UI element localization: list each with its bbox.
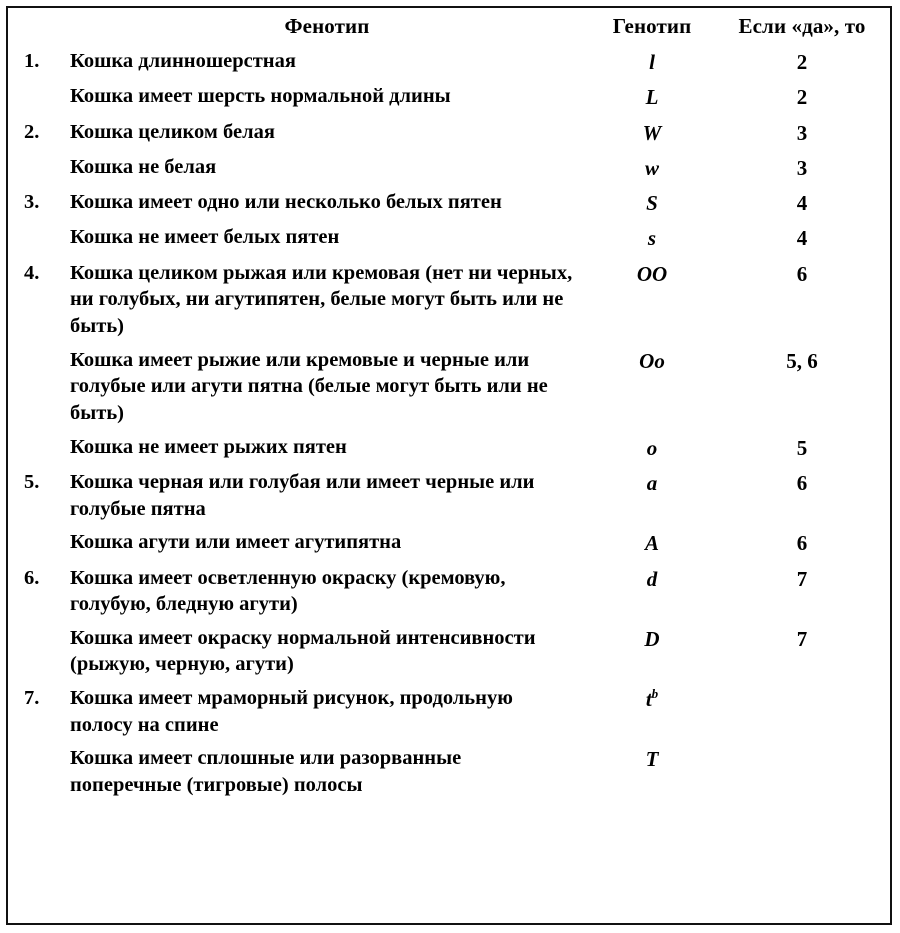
phenotype-cell: Кошка целиком рыжая или кремовая (нет ни черных, ни голубых, ни агутипятен, белые могут быть или не быть) [70, 261, 573, 338]
if-yes-cell: 4 [796, 191, 808, 216]
genotype-symbol: d [646, 566, 658, 591]
if-yes-cell: 7 [796, 566, 808, 591]
if-yes-cell: 2 [796, 85, 808, 110]
genotype-cell [582, 684, 722, 744]
genotype-symbol: S [646, 191, 658, 216]
row-number: 7. [24, 687, 40, 710]
table-row [16, 259, 882, 346]
genotype-superscript: b [651, 686, 659, 702]
if-yes-cell [722, 744, 882, 804]
phenotype-cell: Кошка имеет мраморный рисунок, продольную полосу на спине [70, 687, 513, 736]
genotype-cell [582, 188, 722, 223]
table-row [16, 153, 882, 188]
table-header-row [16, 10, 882, 47]
genotype-cell [582, 82, 722, 117]
phenotype-cell: Кошка не белая [70, 155, 217, 178]
genotype-cell [582, 346, 722, 433]
genotype-symbol: W [642, 120, 662, 145]
table-row [16, 223, 882, 258]
if-yes-cell: 4 [796, 226, 808, 251]
table-row [16, 346, 882, 433]
phenotype-cell: Кошка целиком белая [70, 120, 275, 143]
table-row [16, 564, 882, 624]
if-yes-cell: 2 [796, 50, 808, 74]
phenotype-cell: Кошка длинношерстная [70, 50, 296, 72]
table-row [16, 47, 882, 82]
genotype-symbol: Oo [639, 348, 665, 373]
table-row [16, 188, 882, 223]
row-number [16, 153, 62, 188]
genotype-symbol: D [644, 626, 660, 651]
row-number [16, 528, 62, 563]
row-number: 3. [24, 191, 40, 214]
if-yes-cell: 7 [796, 626, 808, 651]
genotype-cell [582, 47, 722, 82]
if-yes-cell: 6 [796, 531, 808, 556]
genotype-symbol: w [644, 155, 659, 180]
table-row [16, 433, 882, 468]
table-row [16, 118, 882, 153]
genotype-cell [582, 624, 722, 684]
genotype-cell [582, 468, 722, 528]
phenotype-cell: Кошка агути или имеет агутипятна [70, 531, 402, 554]
genotype-cell [582, 433, 722, 468]
phenotype-cell: Кошка имеет рыжие или кремовые и черные или голубые или агути пятна (белые могут быть или не быть) [70, 348, 548, 424]
genotype-symbol: t [645, 687, 652, 712]
column-header-genotype: Генотип [612, 14, 692, 38]
identification-key-table-wrapper [6, 6, 892, 925]
table-body [16, 47, 882, 805]
genotype-symbol: o [646, 435, 658, 460]
phenotype-cell: Кошка не имеет белых пятен [70, 226, 340, 249]
genotype-cell [582, 564, 722, 624]
if-yes-cell: 3 [796, 120, 808, 145]
genotype-symbol: s [647, 226, 657, 251]
phenotype-cell: Кошка имеет сплошные или разорванные поперечные (тигровые) полосы [70, 747, 462, 796]
table-row [16, 744, 882, 804]
row-number [16, 624, 62, 684]
identification-key-table [16, 10, 882, 805]
genotype-cell [582, 528, 722, 563]
genotype-symbol: OO [636, 261, 668, 286]
genotype-cell [582, 118, 722, 153]
phenotype-cell: Кошка имеет одно или несколько белых пятен [70, 191, 502, 214]
genotype-symbol: A [644, 531, 659, 556]
table-row [16, 624, 882, 684]
row-number [16, 433, 62, 468]
phenotype-cell: Кошка имеет шерсть нормальной длины [70, 85, 451, 108]
column-header-number [16, 10, 62, 47]
if-yes-cell: 6 [796, 470, 808, 495]
phenotype-cell: Кошка имеет осветленную окраску (кремовую, голубую, бледную агути) [70, 566, 506, 616]
table-row [16, 528, 882, 563]
table-row [16, 468, 882, 528]
genotype-symbol: L [645, 85, 659, 110]
genotype-symbol: a [646, 470, 658, 495]
row-number: 6. [24, 566, 40, 589]
if-yes-cell: 3 [796, 155, 808, 180]
genotype-cell [582, 744, 722, 804]
genotype-symbol: l [649, 50, 655, 74]
row-number: 1. [24, 50, 40, 72]
phenotype-cell: Кошка имеет окраску нормальной интенсивности (рыжую, черную, агути) [70, 626, 536, 676]
phenotype-cell: Кошка черная или голубая или имеет черные или голубые пятна [70, 470, 535, 520]
row-number [16, 223, 62, 258]
phenotype-cell: Кошка не имеет рыжих пятен [70, 435, 347, 458]
if-yes-cell: 6 [796, 261, 808, 286]
table-header [16, 10, 882, 47]
column-header-if-yes: Если «да», то [738, 14, 866, 38]
row-number: 5. [24, 470, 40, 493]
row-number [16, 82, 62, 117]
row-number [16, 346, 62, 433]
row-number [16, 744, 62, 804]
if-yes-cell: 5 [796, 435, 808, 460]
row-number: 4. [24, 261, 40, 284]
column-header-phenotype: Фенотип [284, 14, 370, 38]
table-row [16, 82, 882, 117]
if-yes-cell [722, 684, 882, 744]
if-yes-cell: 5, 6 [786, 348, 818, 373]
genotype-cell [582, 259, 722, 346]
table-row [16, 684, 882, 744]
genotype-cell [582, 223, 722, 258]
genotype-cell [582, 153, 722, 188]
genotype-symbol: T [645, 747, 659, 772]
row-number: 2. [24, 120, 40, 143]
